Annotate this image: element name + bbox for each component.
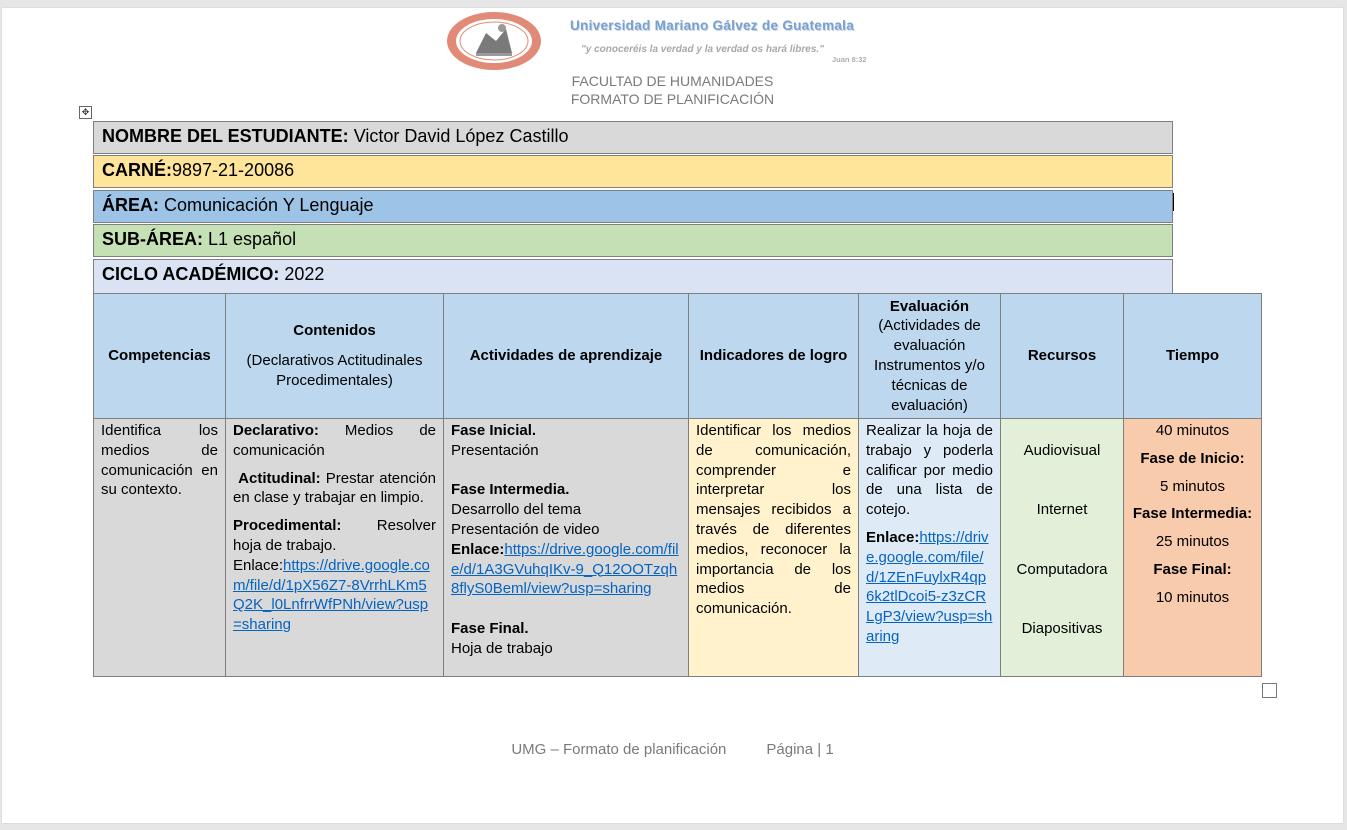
ciclo-value[interactable]: 2022 xyxy=(279,264,325,284)
header-evaluacion-sub: (Actividades de evaluación Instrumentos y/o técnicas de evaluación) xyxy=(874,317,985,414)
subarea-value[interactable]: L1 español xyxy=(203,229,297,249)
header-tiempo[interactable]: Tiempo xyxy=(1124,294,1262,419)
header-recursos[interactable]: Recursos xyxy=(1001,294,1124,419)
cell-competencias[interactable]: Identifica los medios de comunicación en su contexto. xyxy=(94,419,226,677)
motto-citation: Juan 8:32 xyxy=(832,55,867,64)
recurso-item: Computadora xyxy=(1016,560,1108,578)
recurso-item: Audiovisual xyxy=(1023,441,1101,459)
actividades-drive-link[interactable]: https://drive.google.com/file/d/1A3GVuhqIKv-9_Q12OOTzqh8flyS0Beml/view?usp=sharing xyxy=(451,540,679,598)
ciclo-label: CICLO ACADÉMICO: xyxy=(102,264,280,284)
header-actividades[interactable]: Actividades de aprendizaje xyxy=(444,294,689,419)
footer-page-number: Página | 1 xyxy=(766,741,834,758)
header-evaluacion[interactable]: Evaluación (Actividades de evaluación Instrumentos y/o técnicas de evaluación) xyxy=(859,294,1001,419)
student-name-value[interactable]: Victor David López Castillo xyxy=(348,126,569,146)
footer-title: UMG – Formato de planificación xyxy=(511,741,727,758)
cell-indicadores[interactable]: Identificar los medios de comunicación, comprender e interpretar los mensajes recibidos a través de diferentes medios, reconocer la importancia de los medios de comunicación. xyxy=(689,419,859,677)
evaluacion-drive-link[interactable]: https://drive.google.com/file/d/1ZEnFuylxR4qp6k2tlDcoi5-z3zCRLgP3/view?usp=sharing xyxy=(866,528,993,645)
university-seal-logo xyxy=(446,11,542,71)
header-indicadores[interactable]: Indicadores de logro xyxy=(689,294,859,419)
text-cursor xyxy=(1173,193,1174,211)
area-label: ÁREA: xyxy=(102,195,159,215)
student-name-row xyxy=(93,121,1173,154)
area-row xyxy=(93,190,1173,223)
cell-contenidos[interactable]: Declarativo: Medios de comunicación Actitudinal: Prestar atención en clase y trabajar en limpio. Procedimental: Resolver hoja de trabajo. Enlace:https://drive.google.com/file/d/1pX56Z7-8VrrhLKm5Q2K_l0LnfrrWfPNh/view?usp=sharing xyxy=(226,419,444,677)
cell-recursos[interactable] xyxy=(1001,419,1124,677)
ciclo-row xyxy=(93,259,1173,294)
contenidos-drive-link[interactable]: https://drive.google.com/file/d/1pX56Z7-8VrrhLKm5Q2K_l0LnfrrWfPNh/view?usp=sharing xyxy=(233,556,430,634)
page-footer xyxy=(2,741,1343,758)
header-competencias[interactable]: Competencias xyxy=(94,294,226,419)
carne-value[interactable]: 9897-21-20086 xyxy=(172,160,295,180)
subarea-row xyxy=(93,224,1173,257)
cell-evaluacion[interactable]: Realizar la hoja de trabajo y poderla calificar por medio de una lista de cotejo. Enlace:https://drive.google.com/file/d/1ZEnFuylxR4qp6k2tlDcoi5-z3zCRLgP3/view?usp=sharing xyxy=(859,419,1001,677)
area-value[interactable]: Comunicación Y Lenguaje xyxy=(159,195,374,215)
table-resize-handle[interactable] xyxy=(1262,683,1277,698)
carne-label: CARNÉ: xyxy=(102,160,172,180)
carne-row xyxy=(93,155,1173,188)
university-name: Universidad Mariano Gálvez de Guatemala xyxy=(570,18,855,33)
table-body-row xyxy=(94,419,1262,677)
table-move-handle[interactable]: ✥ xyxy=(79,106,92,119)
header-contenidos[interactable]: Contenidos (Declarativos Actitudinales Procedimentales) xyxy=(226,294,444,419)
cell-tiempo[interactable]: 40 minutos Fase de Inicio: 5 minutos Fase Intermedia: 25 minutos Fase Final: 10 minutos xyxy=(1124,419,1262,677)
faculty-title: FACULTAD DE HUMANIDADES xyxy=(571,73,774,89)
university-motto: "y conoceréis la verdad y la verdad os hará libres." xyxy=(581,44,824,55)
planning-table xyxy=(93,293,1262,677)
student-name-label: NOMBRE DEL ESTUDIANTE: xyxy=(102,126,349,146)
cell-actividades[interactable]: Fase Inicial. Presentación Fase Intermedia. Desarrollo del tema Presentación de video Enlace:https://drive.google.com/file/d/1A3GVuhqIKv-9_Q12OOTzqh8flyS0Beml/view?usp=sharing Fase Final. Hoja de trabajo xyxy=(444,419,689,677)
header-contenidos-sub: (Declarativos Actitudinales Procedimentales) xyxy=(246,352,423,389)
table-header-row xyxy=(94,294,1262,419)
recurso-item: Internet xyxy=(1036,501,1088,519)
subarea-label: SUB-ÁREA: xyxy=(102,229,203,249)
document-page xyxy=(2,8,1343,823)
format-title: FORMATO DE PLANIFICACIÓN xyxy=(570,91,775,107)
recurso-item: Diapositivas xyxy=(1021,619,1103,637)
